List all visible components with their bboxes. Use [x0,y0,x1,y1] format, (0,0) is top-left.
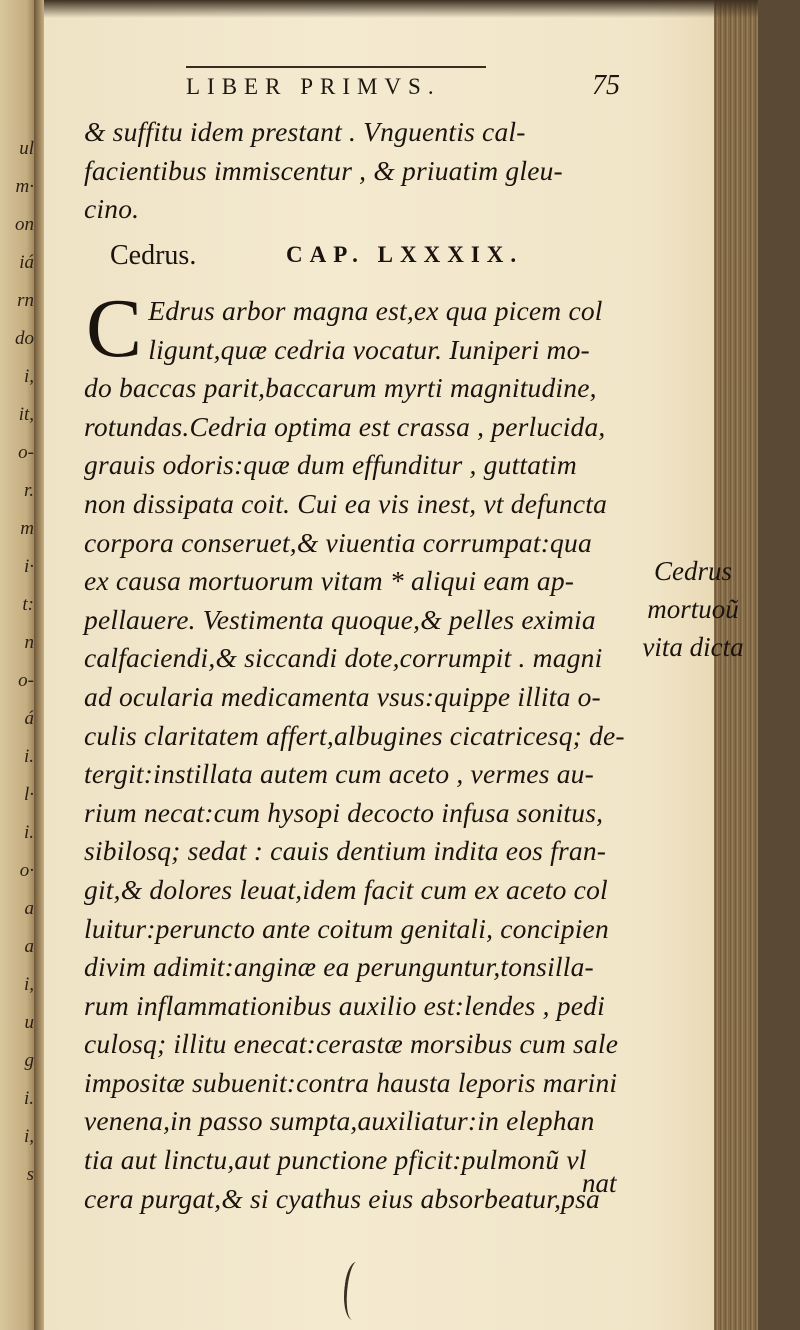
facing-page-fragment: s [26,1164,34,1185]
top-shadow [44,0,758,18]
marginal-note-line: Cedrus [653,556,732,586]
catchword: nat [582,1168,617,1198]
chapter-name: Cedrus. [110,240,197,271]
facing-page-fragment: l· [23,784,34,805]
running-head [186,70,626,104]
text-line: tia aut linctu,aut punctione pficit:pulmonũ vl [84,1144,587,1176]
text-line: rum inflammationibus auxilio est:lendes , pedi [84,989,605,1021]
facing-page-fragment: iá [19,252,34,273]
book-page [44,0,758,1330]
facing-page-edge [0,0,38,1330]
text-line: rotundas.Cedria optima est crassa , perlucida, [84,410,606,442]
text-line: rium necat:cum hysopi decocto infusa sonitus, [84,796,604,828]
text-line: divim adimit:anginæ ea perunguntur,tonsilla- [84,951,594,983]
text-line: corpora conseruet,& viuentia corrumpat:qua [84,526,592,558]
text-line: git,& dolores leuat,idem facit cum ex aceto col [84,873,608,905]
facing-page-fragment: on [15,214,34,235]
continuation-paragraph [84,113,624,229]
facing-page-fragment: o· [19,860,34,881]
facing-page-fragment: u [24,1012,34,1033]
marginal-note-line: mortuoũ [647,594,739,624]
running-head-title: LIBER PRIMVS. [186,74,441,99]
facing-page-fragment: o- [18,670,34,691]
text-line: culis claritatem affert,albugines cicatricesq; de- [84,719,625,751]
facing-page-fragment: t: [22,594,34,615]
facing-page-fragment: i. [23,1088,34,1109]
facing-page-fragment: a [24,898,34,919]
text-line: cera purgat,& si cyathus eius absorbeatur,psa [84,1182,600,1214]
facing-page-fragment: ul [19,138,34,159]
facing-page-fragment: i. [23,746,34,767]
chapter-number: CAP. LXXXIX. [286,242,524,267]
ink-mark [340,1261,369,1321]
facing-page-fragment: rn [17,290,34,311]
text-line: non dissipata coit. Cui ea vis inest, vt defuncta [84,487,608,519]
facing-page-fragment: g [24,1050,34,1071]
facing-page-fragment: i, [23,1126,34,1147]
text-line: ad ocularia medicamenta vsus:quippe illita o- [84,680,601,712]
facing-page-fragment: i, [23,366,34,387]
text-line: sibilosq; sedat : cauis dentium indita eos fran- [84,835,607,867]
text-line: ex causa mortuorum vitam * aliqui eam ap- [84,565,575,597]
text-line: grauis odoris:quæ dum effunditur , guttatim [84,449,577,481]
chapter-body [84,282,625,1218]
text-line: tergit:instillata autem cum aceto , vermes au- [84,758,594,790]
text-line: Edrus arbor magna est,ex qua picem col [148,295,603,326]
text-line: impositæ subuenit:contra hausta leporis marini [84,1066,618,1098]
marginal-note-line: vita dicta [642,632,744,662]
text-line: cino. [84,193,140,225]
facing-page-fragment: a [24,936,34,957]
running-head-rule [186,66,486,68]
drop-capital: C [86,282,143,375]
text-line: & suffitu idem prestant . Vnguentis cal- [84,116,526,147]
facing-page-fragment: o- [18,442,34,463]
facing-page-text-fragments [0,130,36,1194]
marginal-note [628,552,758,666]
text-line: luitur:peruncto ante coitum genitali, concipien [84,912,609,944]
text-line: do baccas parit,baccarum myrti magnitudine, [84,372,597,404]
facing-page-fragment: i. [23,822,34,843]
text-line: venena,in passo sumpta,auxiliatur:in elephan [84,1105,595,1137]
text-line: pellauere. Vestimenta quoque,& pelles eximia [84,603,596,635]
page-number: 75 [592,70,620,101]
facing-page-fragment: it, [18,404,34,425]
facing-page-fragment: r. [23,480,34,501]
text-line: ligunt,quæ cedria vocatur. Iuniperi mo- [148,333,590,365]
facing-page-fragment: i, [23,974,34,995]
facing-page-fragment: i· [23,556,34,577]
facing-page-fragment: do [15,328,34,349]
facing-page-fragment: m [20,518,34,539]
facing-page-fragment: á [24,708,34,729]
facing-page-fragment: m· [15,176,34,197]
text-line: facientibus immiscentur , & priuatim gleu- [84,154,563,186]
facing-page-fragment: n [24,632,34,653]
text-line: culosq; illitu enecat:cerastæ morsibus cum sale [84,1028,619,1060]
chapter-heading [110,240,630,276]
text-line: calfaciendi,& siccandi dote,corrumpit . magni [84,642,603,674]
